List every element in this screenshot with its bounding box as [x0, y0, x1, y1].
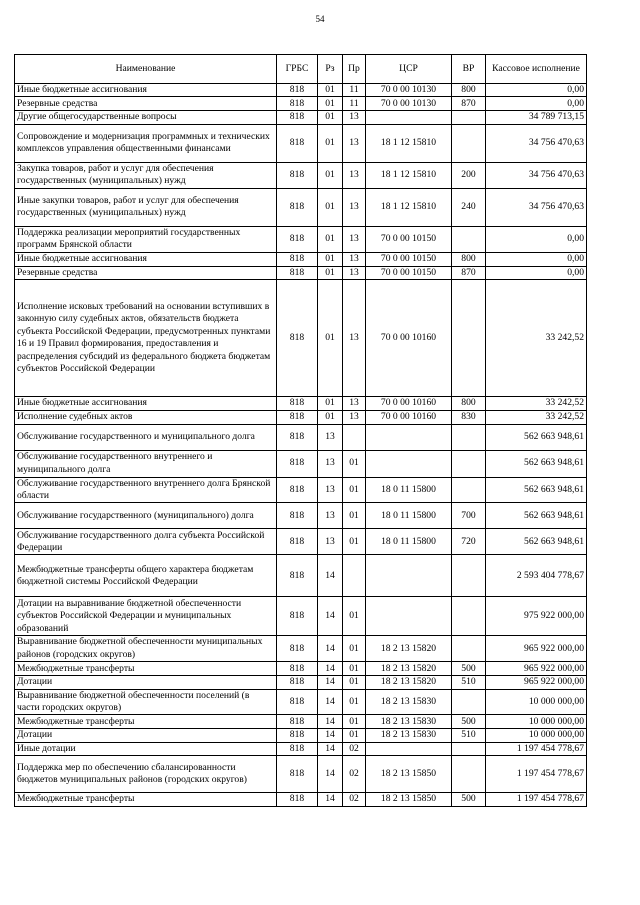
row-rz: 01	[318, 266, 343, 279]
row-pr: 01	[343, 662, 366, 676]
row-amount: 34 756 470,63	[486, 188, 587, 226]
row-amount: 1 197 454 778,67	[486, 793, 587, 806]
row-grbs: 818	[277, 397, 318, 410]
row-vr	[452, 280, 486, 397]
row-name: Иные дотации	[15, 742, 277, 755]
row-rz: 13	[318, 529, 343, 555]
row-rz: 01	[318, 84, 343, 97]
table-row	[15, 742, 587, 755]
header-name: Наименование	[15, 55, 277, 84]
row-rz: 01	[318, 280, 343, 397]
row-grbs: 818	[277, 555, 318, 597]
row-amount: 965 922 000,00	[486, 636, 587, 662]
row-csr: 18 1 12 15810	[366, 188, 452, 226]
row-rz: 01	[318, 124, 343, 162]
row-name: Резервные средства	[15, 97, 277, 111]
row-pr: 13	[343, 226, 366, 252]
row-grbs: 818	[277, 97, 318, 111]
row-vr: 870	[452, 97, 486, 111]
row-pr: 13	[343, 252, 366, 266]
table-row	[15, 503, 587, 529]
row-csr: 18 1 12 15810	[366, 124, 452, 162]
row-pr: 11	[343, 84, 366, 97]
row-csr	[366, 742, 452, 755]
row-csr: 18 2 13 15830	[366, 729, 452, 742]
table-row	[15, 124, 587, 162]
row-grbs: 818	[277, 729, 318, 742]
row-vr: 500	[452, 715, 486, 729]
row-name: Межбюджетные трансферты	[15, 662, 277, 676]
row-amount: 34 756 470,63	[486, 124, 587, 162]
row-amount: 562 663 948,61	[486, 424, 587, 450]
row-name: Обслуживание государственного долга субъекта Российской Федерации	[15, 529, 277, 555]
row-amount: 33 242,52	[486, 280, 587, 397]
row-vr: 500	[452, 662, 486, 676]
row-name: Исполнение исковых требований на основании вступивших в законную силу судебных актов, обязательств бюджета субъекта Российской Федерации, предусмотренных пунктами 16 и 19 Правил формирования, предоставления и распределения субсидий из федерального бюджета бюджетам субъектов Российской Федерации	[15, 280, 277, 397]
row-pr: 01	[343, 597, 366, 636]
row-pr: 13	[343, 266, 366, 279]
row-grbs: 818	[277, 662, 318, 676]
row-csr	[366, 424, 452, 450]
row-rz: 14	[318, 636, 343, 662]
row-vr	[452, 124, 486, 162]
table-row	[15, 662, 587, 676]
row-vr: 720	[452, 529, 486, 555]
row-vr: 500	[452, 793, 486, 806]
table-row	[15, 555, 587, 597]
header-csr: ЦСР	[366, 55, 452, 84]
row-csr: 18 2 13 15820	[366, 636, 452, 662]
row-vr: 800	[452, 84, 486, 97]
table-row	[15, 397, 587, 410]
row-name: Обслуживание государственного и муниципального долга	[15, 424, 277, 450]
row-name: Обслуживание государственного внутреннего долга Брянской области	[15, 477, 277, 503]
row-csr: 70 0 00 10160	[366, 280, 452, 397]
row-name: Иные бюджетные ассигнования	[15, 397, 277, 410]
row-name: Дотации	[15, 676, 277, 689]
row-name: Дотации на выравнивание бюджетной обеспеченности субъектов Российской Федерации и муниципальных образований	[15, 597, 277, 636]
row-csr: 18 0 11 15800	[366, 503, 452, 529]
row-grbs: 818	[277, 597, 318, 636]
row-grbs: 818	[277, 676, 318, 689]
table-row	[15, 715, 587, 729]
budget-execution-table	[14, 54, 587, 807]
table-row	[15, 111, 587, 124]
table-row	[15, 793, 587, 806]
row-grbs: 818	[277, 252, 318, 266]
row-csr	[366, 597, 452, 636]
row-rz: 14	[318, 756, 343, 793]
row-pr: 01	[343, 529, 366, 555]
row-csr: 70 0 00 10150	[366, 252, 452, 266]
table-row	[15, 188, 587, 226]
row-rz: 14	[318, 729, 343, 742]
table-row	[15, 424, 587, 450]
row-grbs: 818	[277, 124, 318, 162]
table-row	[15, 84, 587, 97]
row-rz: 01	[318, 410, 343, 424]
row-csr: 18 2 13 15820	[366, 662, 452, 676]
row-pr: 01	[343, 477, 366, 503]
row-csr: 70 0 00 10130	[366, 84, 452, 97]
row-csr: 18 1 12 15810	[366, 162, 452, 188]
table-row	[15, 689, 587, 715]
row-name: Закупка товаров, работ и услуг для обеспечения государственных (муниципальных) нужд	[15, 162, 277, 188]
row-vr: 200	[452, 162, 486, 188]
row-vr: 800	[452, 397, 486, 410]
table-row	[15, 97, 587, 111]
row-rz: 01	[318, 97, 343, 111]
row-pr: 02	[343, 793, 366, 806]
row-csr: 18 0 11 15800	[366, 477, 452, 503]
row-amount: 0,00	[486, 226, 587, 252]
row-vr: 240	[452, 188, 486, 226]
row-name: Резервные средства	[15, 266, 277, 279]
row-vr	[452, 756, 486, 793]
row-rz: 14	[318, 793, 343, 806]
row-name: Межбюджетные трансферты	[15, 715, 277, 729]
row-csr	[366, 555, 452, 597]
row-grbs: 818	[277, 503, 318, 529]
row-vr: 700	[452, 503, 486, 529]
row-pr: 02	[343, 756, 366, 793]
row-name: Дотации	[15, 729, 277, 742]
row-rz: 13	[318, 424, 343, 450]
row-name: Обслуживание государственного (муниципального) долга	[15, 503, 277, 529]
row-pr: 01	[343, 450, 366, 477]
row-rz: 14	[318, 742, 343, 755]
row-pr: 01	[343, 636, 366, 662]
row-grbs: 818	[277, 756, 318, 793]
row-pr: 13	[343, 410, 366, 424]
row-name: Сопровождение и модернизация программных и технических комплексов управления общественными финансами	[15, 124, 277, 162]
row-amount: 1 197 454 778,67	[486, 742, 587, 755]
row-vr: 830	[452, 410, 486, 424]
row-amount: 0,00	[486, 84, 587, 97]
row-name: Поддержка мер по обеспечению сбалансированности бюджетов муниципальных районов (городских округов)	[15, 756, 277, 793]
row-grbs: 818	[277, 162, 318, 188]
row-vr	[452, 555, 486, 597]
page-number: 54	[315, 14, 325, 24]
row-rz: 13	[318, 503, 343, 529]
row-grbs: 818	[277, 280, 318, 397]
table-row	[15, 756, 587, 793]
row-amount: 965 922 000,00	[486, 662, 587, 676]
row-pr: 11	[343, 97, 366, 111]
table-row	[15, 597, 587, 636]
table-row	[15, 410, 587, 424]
row-csr: 18 0 11 15800	[366, 529, 452, 555]
row-name: Поддержка реализации мероприятий государственных программ Брянской области	[15, 226, 277, 252]
row-amount: 562 663 948,61	[486, 477, 587, 503]
table-row	[15, 280, 587, 397]
table-row	[15, 729, 587, 742]
row-amount: 34 756 470,63	[486, 162, 587, 188]
table-row	[15, 636, 587, 662]
row-vr	[452, 226, 486, 252]
row-rz: 01	[318, 162, 343, 188]
row-rz: 01	[318, 252, 343, 266]
row-csr	[366, 111, 452, 124]
row-rz: 14	[318, 676, 343, 689]
row-name: Иные закупки товаров, работ и услуг для обеспечения государственных (муниципальных) нужд	[15, 188, 277, 226]
table-row	[15, 676, 587, 689]
row-csr	[366, 450, 452, 477]
row-csr: 70 0 00 10130	[366, 97, 452, 111]
row-rz: 13	[318, 477, 343, 503]
row-name: Другие общегосударственные вопросы	[15, 111, 277, 124]
row-amount: 562 663 948,61	[486, 450, 587, 477]
row-rz: 01	[318, 111, 343, 124]
header-amount: Кассовое исполнение	[486, 55, 587, 84]
table-row	[15, 529, 587, 555]
row-vr	[452, 636, 486, 662]
table-row	[15, 226, 587, 252]
row-vr	[452, 742, 486, 755]
row-vr: 510	[452, 729, 486, 742]
row-vr	[452, 477, 486, 503]
row-csr: 70 0 00 10150	[366, 266, 452, 279]
row-pr	[343, 424, 366, 450]
row-grbs: 818	[277, 636, 318, 662]
row-grbs: 818	[277, 188, 318, 226]
row-amount: 0,00	[486, 252, 587, 266]
row-pr: 01	[343, 729, 366, 742]
header-vr: ВР	[452, 55, 486, 84]
row-grbs: 818	[277, 715, 318, 729]
row-csr: 18 2 13 15820	[366, 676, 452, 689]
row-amount: 1 197 454 778,67	[486, 756, 587, 793]
row-pr: 01	[343, 676, 366, 689]
table-header-row	[15, 55, 587, 84]
table-row	[15, 450, 587, 477]
row-pr: 01	[343, 689, 366, 715]
row-amount: 10 000 000,00	[486, 729, 587, 742]
header-pr: Пр	[343, 55, 366, 84]
row-csr: 70 0 00 10160	[366, 397, 452, 410]
row-rz: 14	[318, 689, 343, 715]
row-csr: 18 2 13 15830	[366, 715, 452, 729]
row-rz: 01	[318, 188, 343, 226]
row-vr	[452, 689, 486, 715]
row-pr: 13	[343, 111, 366, 124]
row-amount: 33 242,52	[486, 397, 587, 410]
row-vr	[452, 111, 486, 124]
row-name: Иные бюджетные ассигнования	[15, 84, 277, 97]
table-row	[15, 252, 587, 266]
row-amount: 34 789 713,15	[486, 111, 587, 124]
row-grbs: 818	[277, 450, 318, 477]
header-grbs: ГРБС	[277, 55, 318, 84]
row-name: Иные бюджетные ассигнования	[15, 252, 277, 266]
row-amount: 562 663 948,61	[486, 503, 587, 529]
row-grbs: 818	[277, 689, 318, 715]
row-rz: 14	[318, 662, 343, 676]
table-row	[15, 162, 587, 188]
row-rz: 13	[318, 450, 343, 477]
row-csr: 70 0 00 10150	[366, 226, 452, 252]
row-name: Межбюджетные трансферты	[15, 793, 277, 806]
table-row	[15, 266, 587, 279]
row-vr	[452, 424, 486, 450]
row-name: Выравнивание бюджетной обеспеченности поселений (в части городских округов)	[15, 689, 277, 715]
row-pr	[343, 555, 366, 597]
row-grbs: 818	[277, 793, 318, 806]
row-amount: 0,00	[486, 97, 587, 111]
row-pr: 13	[343, 280, 366, 397]
row-rz: 01	[318, 397, 343, 410]
row-vr	[452, 450, 486, 477]
table-row	[15, 477, 587, 503]
row-grbs: 818	[277, 226, 318, 252]
row-name: Обслуживание государственного внутреннего и муниципального долга	[15, 450, 277, 477]
row-rz: 14	[318, 555, 343, 597]
row-grbs: 818	[277, 84, 318, 97]
row-csr: 18 2 13 15850	[366, 793, 452, 806]
row-grbs: 818	[277, 266, 318, 279]
row-grbs: 818	[277, 410, 318, 424]
row-csr: 70 0 00 10160	[366, 410, 452, 424]
row-pr: 13	[343, 124, 366, 162]
row-csr: 18 2 13 15830	[366, 689, 452, 715]
row-pr: 13	[343, 162, 366, 188]
row-vr: 870	[452, 266, 486, 279]
row-grbs: 818	[277, 424, 318, 450]
row-amount: 0,00	[486, 266, 587, 279]
row-name: Исполнение судебных актов	[15, 410, 277, 424]
row-pr: 01	[343, 715, 366, 729]
row-pr: 13	[343, 397, 366, 410]
row-name: Выравнивание бюджетной обеспеченности муниципальных районов (городских округов)	[15, 636, 277, 662]
row-amount: 965 922 000,00	[486, 676, 587, 689]
row-grbs: 818	[277, 111, 318, 124]
row-amount: 975 922 000,00	[486, 597, 587, 636]
row-grbs: 818	[277, 742, 318, 755]
row-rz: 14	[318, 597, 343, 636]
row-csr: 18 2 13 15850	[366, 756, 452, 793]
row-grbs: 818	[277, 529, 318, 555]
row-rz: 14	[318, 715, 343, 729]
row-amount: 2 593 404 778,67	[486, 555, 587, 597]
row-vr	[452, 597, 486, 636]
row-amount: 10 000 000,00	[486, 715, 587, 729]
row-rz: 01	[318, 226, 343, 252]
row-amount: 562 663 948,61	[486, 529, 587, 555]
row-pr: 02	[343, 742, 366, 755]
row-pr: 01	[343, 503, 366, 529]
row-name: Межбюджетные трансферты общего характера бюджетам бюджетной системы Российской Федерации	[15, 555, 277, 597]
row-vr: 510	[452, 676, 486, 689]
row-vr: 800	[452, 252, 486, 266]
header-rz: Рз	[318, 55, 343, 84]
row-grbs: 818	[277, 477, 318, 503]
row-amount: 33 242,52	[486, 410, 587, 424]
row-amount: 10 000 000,00	[486, 689, 587, 715]
row-pr: 13	[343, 188, 366, 226]
